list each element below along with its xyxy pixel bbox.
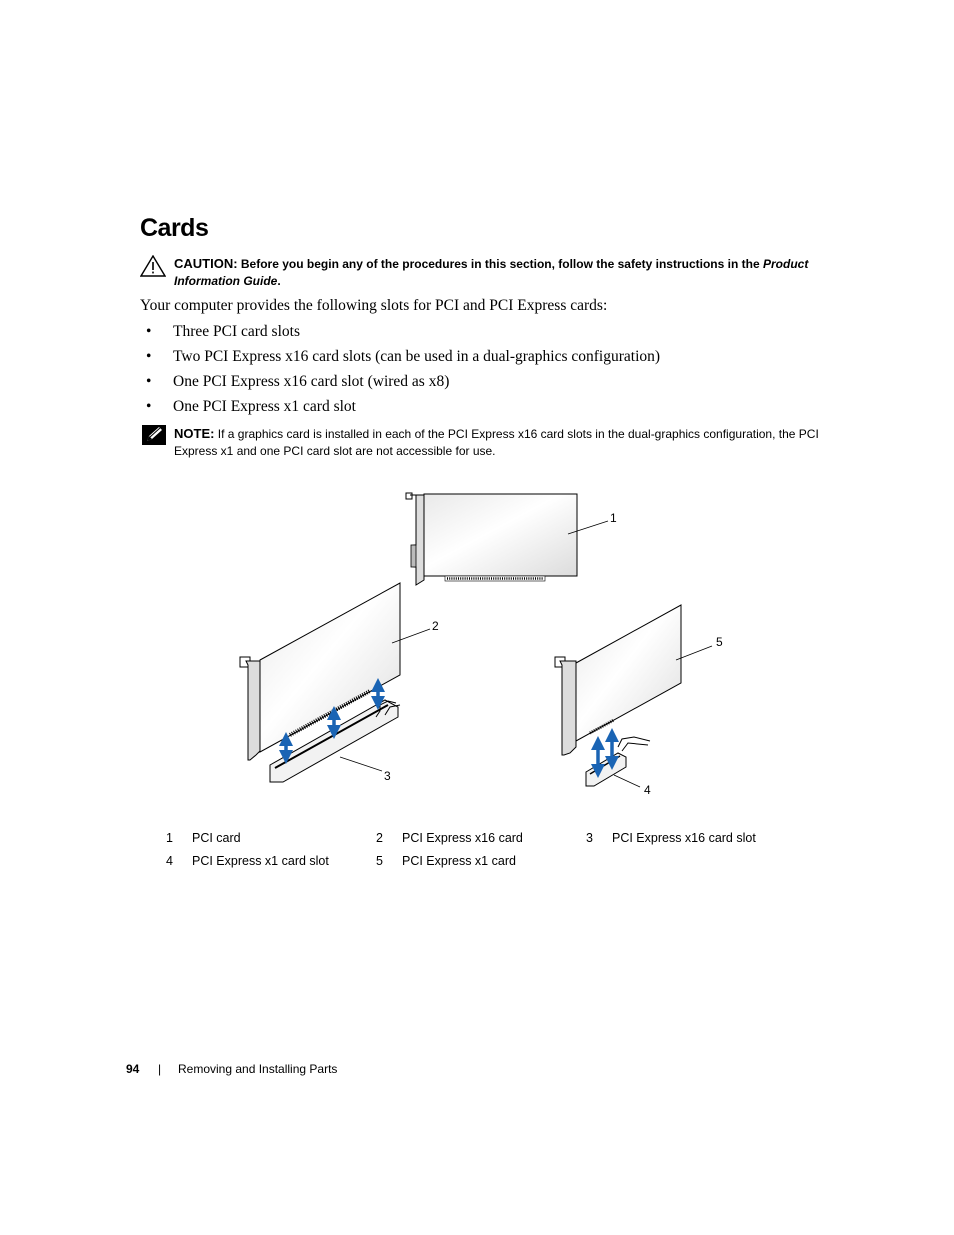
list-item-text: One PCI Express x1 card slot bbox=[173, 398, 356, 415]
cards-illustration bbox=[230, 485, 730, 805]
callout-1: 1 bbox=[610, 511, 617, 525]
list-item bbox=[146, 346, 660, 371]
note-text bbox=[174, 425, 820, 460]
page-title: Cards bbox=[140, 214, 209, 242]
bullet: • bbox=[146, 373, 152, 390]
footer-separator: | bbox=[158, 1062, 162, 1076]
legend-number: 5 bbox=[376, 854, 383, 868]
legend-number: 2 bbox=[376, 831, 383, 845]
pcie-x1-card-drawing bbox=[555, 605, 681, 786]
legend-empty-cell bbox=[612, 854, 796, 877]
legend-label: PCI Express x16 card slot bbox=[612, 831, 756, 845]
warning-triangle-icon bbox=[140, 255, 166, 277]
caution-period: . bbox=[277, 274, 281, 288]
page-footer bbox=[126, 1062, 337, 1076]
page-number: 94 bbox=[126, 1062, 140, 1076]
note-label: NOTE: bbox=[174, 426, 215, 441]
callout-5: 5 bbox=[716, 635, 723, 649]
list-item-text: Two PCI Express x16 card slots (can be used in a dual-graphics configuration) bbox=[173, 348, 661, 365]
caution-doc-title: Product Information Guide bbox=[174, 257, 809, 288]
note-message: If a graphics card is installed in each of the PCI Express x16 card slots in the dual-graphics configuration, the PCI Express x1 and one PCI card slot are not accessible for use. bbox=[174, 427, 819, 458]
table-row bbox=[166, 854, 796, 877]
caution-text bbox=[174, 255, 820, 290]
callout-2: 2 bbox=[432, 619, 439, 633]
legend-number: 1 bbox=[166, 831, 173, 845]
legend-number: 4 bbox=[166, 854, 173, 868]
list-item-text: One PCI Express x16 card slot (wired as x8) bbox=[173, 373, 450, 390]
bullet: • bbox=[146, 398, 152, 415]
caution-block bbox=[140, 255, 820, 290]
slot-list bbox=[146, 321, 660, 421]
note-block bbox=[140, 425, 820, 460]
list-item bbox=[146, 321, 660, 346]
bullet: • bbox=[146, 348, 152, 365]
bullet: • bbox=[146, 323, 152, 340]
legend-label: PCI Express x1 card bbox=[402, 854, 516, 868]
list-item bbox=[146, 396, 660, 421]
legend-label: PCI Express x16 card bbox=[402, 831, 523, 845]
legend-label: PCI card bbox=[192, 831, 241, 845]
legend-number: 3 bbox=[586, 831, 593, 845]
table-row bbox=[166, 831, 796, 854]
pci-card-drawing bbox=[406, 493, 577, 585]
callout-line-4 bbox=[614, 775, 640, 787]
intro-paragraph: Your computer provides the following slots for PCI and PCI Express cards: bbox=[140, 297, 608, 314]
callout-4: 4 bbox=[644, 783, 651, 797]
list-item bbox=[146, 371, 660, 396]
pencil-note-icon bbox=[142, 425, 166, 445]
legend-empty-cell bbox=[586, 854, 612, 877]
footer-section-title: Removing and Installing Parts bbox=[178, 1062, 338, 1076]
list-item-text: Three PCI card slots bbox=[173, 323, 300, 340]
callout-3: 3 bbox=[384, 769, 391, 783]
caution-message: Before you begin any of the procedures in this section, follow the safety instructions in the bbox=[240, 257, 760, 271]
pcie-x16-card-drawing bbox=[240, 583, 400, 782]
legend-label: PCI Express x1 card slot bbox=[192, 854, 329, 868]
figure-legend bbox=[166, 831, 796, 877]
caution-label: CAUTION: bbox=[174, 256, 238, 271]
callout-line-3 bbox=[340, 757, 382, 771]
